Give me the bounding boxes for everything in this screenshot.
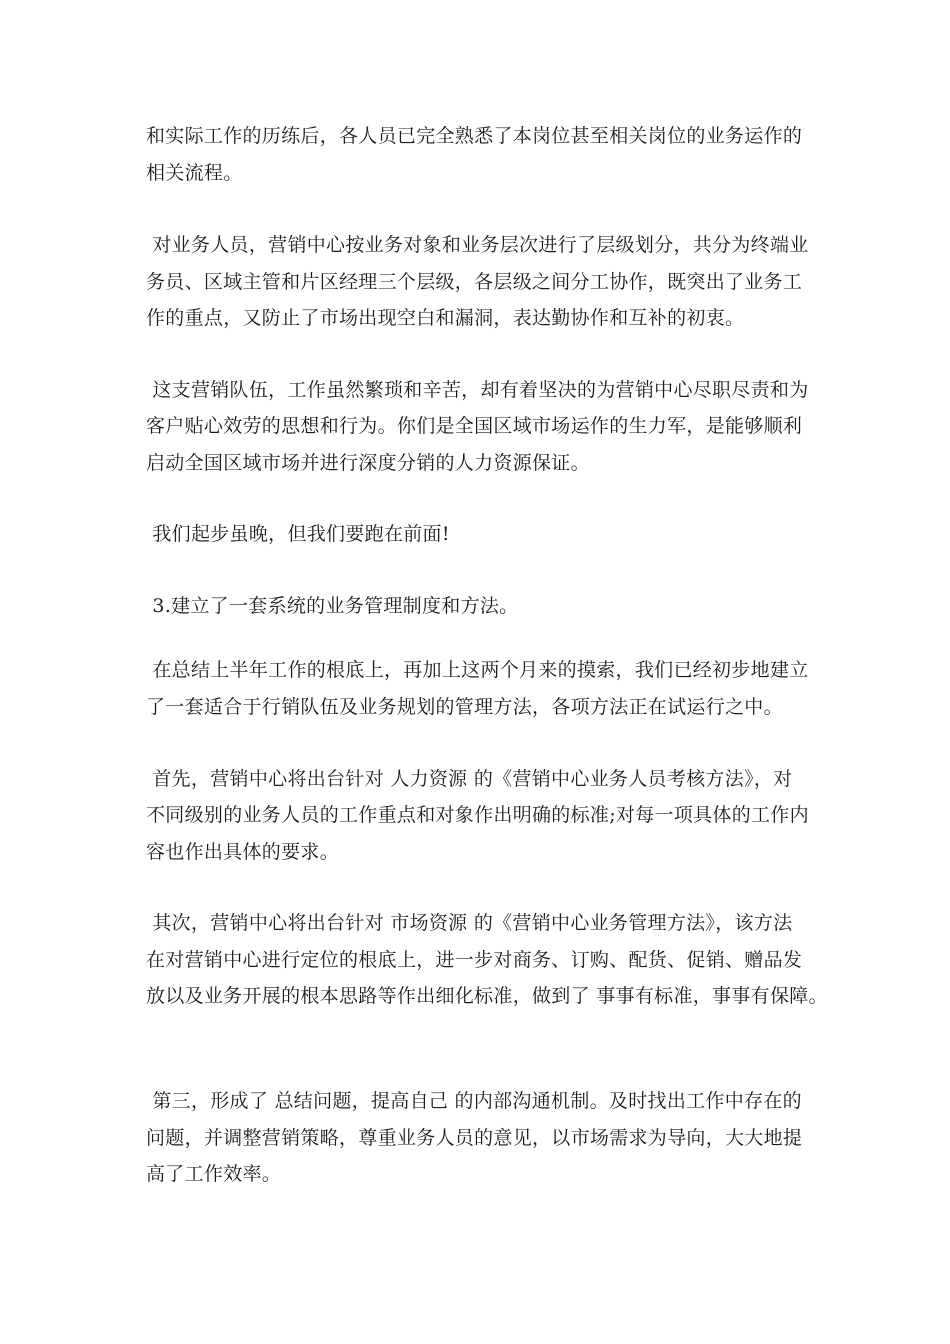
- paragraph-8-line-2: 在对营销中心进行定位的根底上，进一步对商务、订购、配货、促销、赠品发: [146, 949, 803, 971]
- paragraph-9-line-1: 第三，形成了 总结问题，提高自己 的内部沟通机制。及时找出工作中存在的: [146, 1090, 802, 1112]
- paragraph-7-line-1: 首先，营销中心将出台针对 人力资源 的《营销中心业务人员考核方法》，对: [146, 768, 793, 790]
- paragraph-3-line-3: 启动全国区域市场并进行深度分销的人力资源保证。: [146, 452, 590, 474]
- paragraph-7-line-3: 容也作出具体的要求。: [146, 841, 340, 863]
- paragraph-4-line-1: 我们起步虽晚，但我们要跑在前面!: [146, 523, 450, 545]
- paragraph-5-line-1: 3.建立了一套系统的业务管理制度和方法。: [146, 595, 519, 617]
- paragraph-1-line-2: 相关流程。: [146, 162, 243, 184]
- paragraph-7-line-2: 不同级别的业务人员的工作重点和对象作出明确的标准;对每一项具体的工作内: [146, 804, 809, 826]
- paragraph-1-line-1: 和实际工作的历练后，各人员已完全熟悉了本岗位甚至相关岗位的业务运作的: [146, 125, 803, 147]
- paragraph-8-line-3: 放以及业务开展的根本思路等作出细化标准，做到了 事事有标准，事事有保障。: [146, 985, 828, 1007]
- paragraph-2-line-2: 务员、区域主管和片区经理三个层级，各层级之间分工协作，既突出了业务工: [146, 271, 803, 293]
- paragraph-3-line-2: 客户贴心效劳的思想和行为。你们是全国区域市场运作的生力军，是能够顺利: [146, 415, 803, 437]
- paragraph-6-line-2: 了一套适合于行销队伍及业务规划的管理方法，各项方法正在试运行之中。: [146, 696, 783, 718]
- paragraph-2-line-1: 对业务人员，营销中心按业务对象和业务层次进行了层级划分，共分为终端业: [146, 234, 809, 256]
- paragraph-6-line-1: 在总结上半年工作的根底上，再加上这两个月来的摸索，我们已经初步地建立: [146, 659, 809, 681]
- paragraph-2-line-3: 作的重点，又防止了市场出现空白和漏洞，表达勤协作和互补的初衷。: [146, 307, 745, 329]
- paragraph-3-line-1: 这支营销队伍，工作虽然繁琐和辛苦，却有着坚决的为营销中心尽职尽责和为: [146, 379, 809, 401]
- paragraph-9-line-3: 高了工作效率。: [146, 1163, 282, 1185]
- paragraph-8-line-1: 其次，营销中心将出台针对 市场资源 的《营销中心业务管理方法》，该方法: [146, 912, 793, 934]
- paragraph-9-line-2: 问题，并调整营销策略，尊重业务人员的意见，以市场需求为导向，大大地提: [146, 1127, 803, 1149]
